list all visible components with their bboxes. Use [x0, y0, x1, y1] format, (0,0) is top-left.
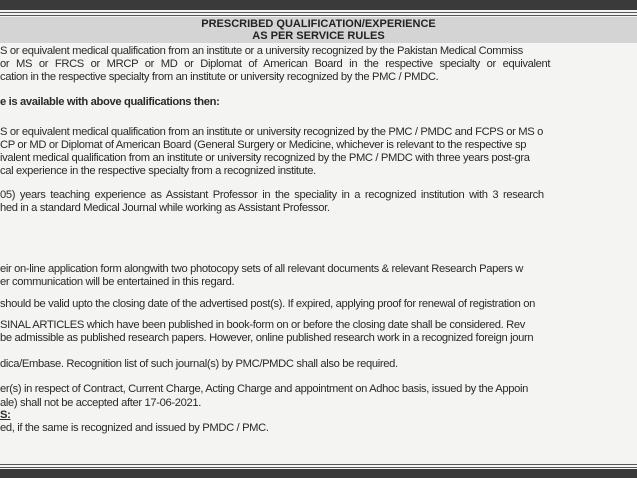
text-line: ale) shall not be accepted after 17-06-2021.: [0, 397, 202, 409]
text-line: SINAL ARTICLES which have been published in book-form on or before the closing date shall be considered. Rev: [0, 319, 526, 331]
text-line: dica/Embase. Recognition list of such journal(s) by PMC/PMDC shall also be required.: [0, 358, 398, 370]
text-line: CP or MD or Diplomat of American Board (General Surgery or Medicine, whichever is relevant to the respective sp: [0, 139, 527, 151]
text-line: hed in a standard Medical Journal while working as Assistant Professor.: [0, 202, 330, 214]
text-line: er(s) in respect of Contract, Current Charge, Acting Charge and appointment on Adhoc basis, issued by the Appoin: [0, 383, 528, 395]
text-line: cation in the respective specialty from an institute or university recognized by the PMC / PMDC.: [0, 71, 439, 83]
text-line: S or equivalent medical qualification from an institute or a university recognized by the Pakistan Medical Commiss: [0, 45, 523, 57]
text-line: er communication will be entertained in this regard.: [0, 276, 235, 288]
header-line-1: PRESCRIBED QUALIFICATION/EXPERIENCE: [201, 18, 436, 30]
header-line-2: AS PER SERVICE RULES: [252, 30, 385, 42]
text-line: S or equivalent medical qualification from an institute or university recognized by the PMC / PMDC and FCPS or MS o: [0, 126, 543, 138]
text-line: or MS or FRCS or MRCP or MD or Diplomat of American Board in the respective specialty or equivalent: [0, 58, 551, 70]
divider: [0, 12, 637, 13]
subheading: e is available with above qualifications then:: [0, 96, 220, 108]
divider: [0, 464, 637, 465]
top-border-band: [0, 0, 637, 10]
text-line: be admissible as published research papers. However, online published research work in a recognized foreign journ: [0, 332, 534, 344]
subheading: S:: [0, 409, 11, 421]
text-line: ivalent medical qualification from an institute or university recognized by the PMC / PMDC with three years post-gra: [0, 152, 530, 164]
text-line: eir on-line application form alongwith two photocopy sets of all relevant documents & relevant Research Papers w: [0, 263, 523, 275]
divider: [0, 467, 637, 468]
text-line: cal experience in the respective specialty from a recognized institute.: [0, 165, 316, 177]
divider: [0, 15, 637, 16]
section-header: [0, 17, 637, 43]
text-line: should be valid upto the closing date of the advertised post(s). If expired, applying proof for renewal of registration on: [0, 298, 536, 310]
text-line: 05) years teaching experience as Assistant Professor in the speciality in a recognized institution with 3 research: [0, 189, 544, 201]
bottom-border-band: [0, 469, 637, 478]
text-line: ed, if the same is recognized and issued by PMDC / PMC.: [0, 422, 269, 434]
